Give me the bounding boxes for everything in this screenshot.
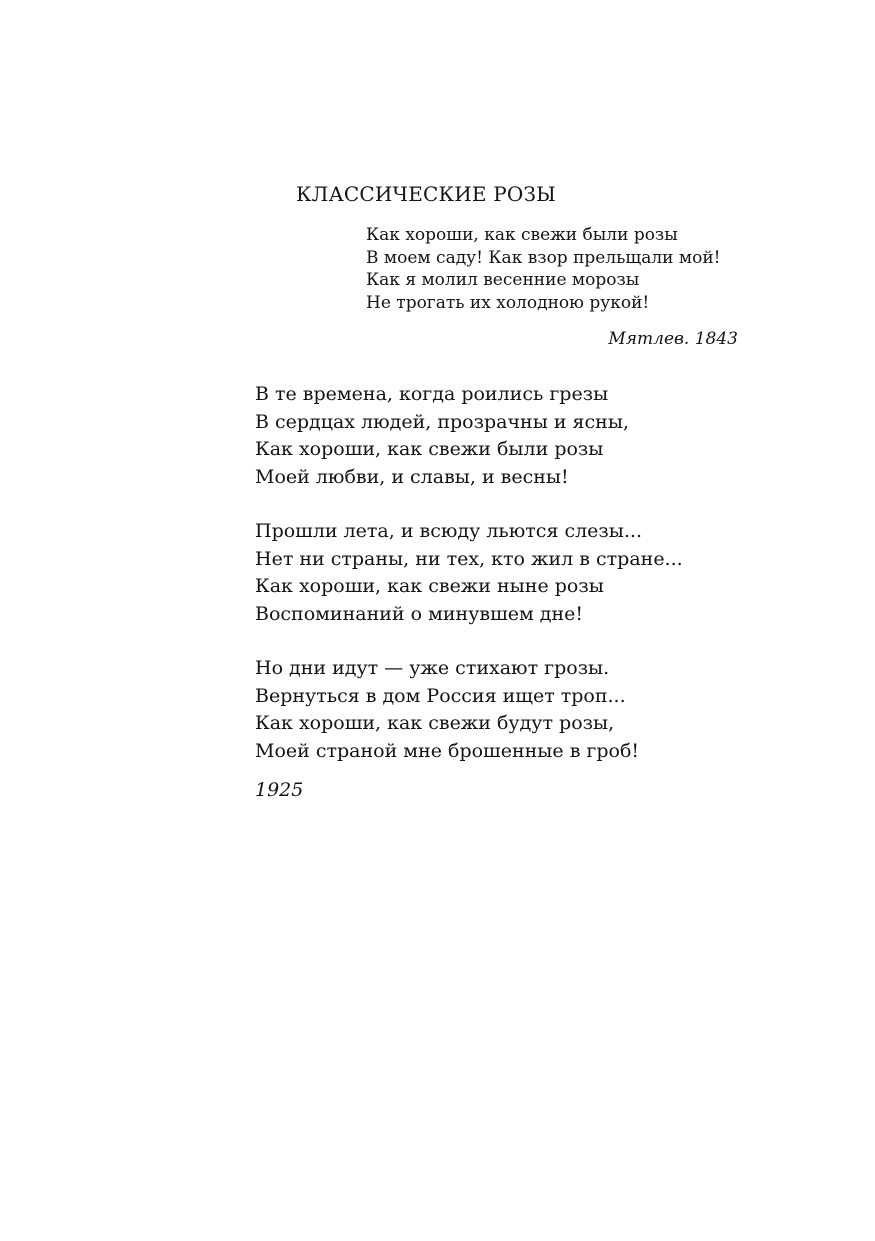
- poem-line: В сердцах людей, прозрачны и ясны,: [255, 410, 630, 433]
- poem-line: Моей любви, и славы, и весны!: [255, 465, 569, 488]
- poem-year: 1925: [255, 779, 304, 801]
- poem-line: Моей страной мне брошенные в гроб!: [255, 739, 640, 762]
- stanza-1: [255, 381, 629, 491]
- epigraph-line: Как хороши, как свежи были розы: [366, 225, 678, 245]
- poem-line: Как хороши, как свежи ныне розы: [255, 575, 604, 597]
- poem-line: Как хороши, как свежи будут розы,: [255, 712, 615, 734]
- poem-line: Но дни идут — уже стихают грозы.: [255, 657, 610, 679]
- poem-line: В те времена, когда роились грезы: [255, 383, 609, 405]
- epigraph-line: В моем саду! Как взор прельщали мой!: [366, 247, 721, 268]
- epigraph-line: Как я молил весенние морозы: [366, 270, 640, 290]
- poem-title: КЛАССИЧЕСКИЕ РОЗЫ: [296, 182, 556, 206]
- poem-line: Прошли лета, и всюду льются слезы...: [255, 520, 643, 542]
- epigraph-line: Не трогать их холодною рукой!: [366, 292, 650, 313]
- poem-line: Воспоминаний о минувшем дне!: [255, 602, 584, 625]
- stanza-2: [255, 518, 683, 628]
- poem-line: Нет ни страны, ни тех, кто жил в стране...: [255, 547, 683, 570]
- epigraph: [366, 224, 721, 314]
- stanza-3: [255, 655, 639, 765]
- poem-line: Как хороши, как свежи были розы: [255, 438, 604, 460]
- epigraph-attribution: Мятлев. 1843: [608, 329, 738, 349]
- poem-line: Вернуться в дом Россия ищет троп...: [255, 684, 626, 707]
